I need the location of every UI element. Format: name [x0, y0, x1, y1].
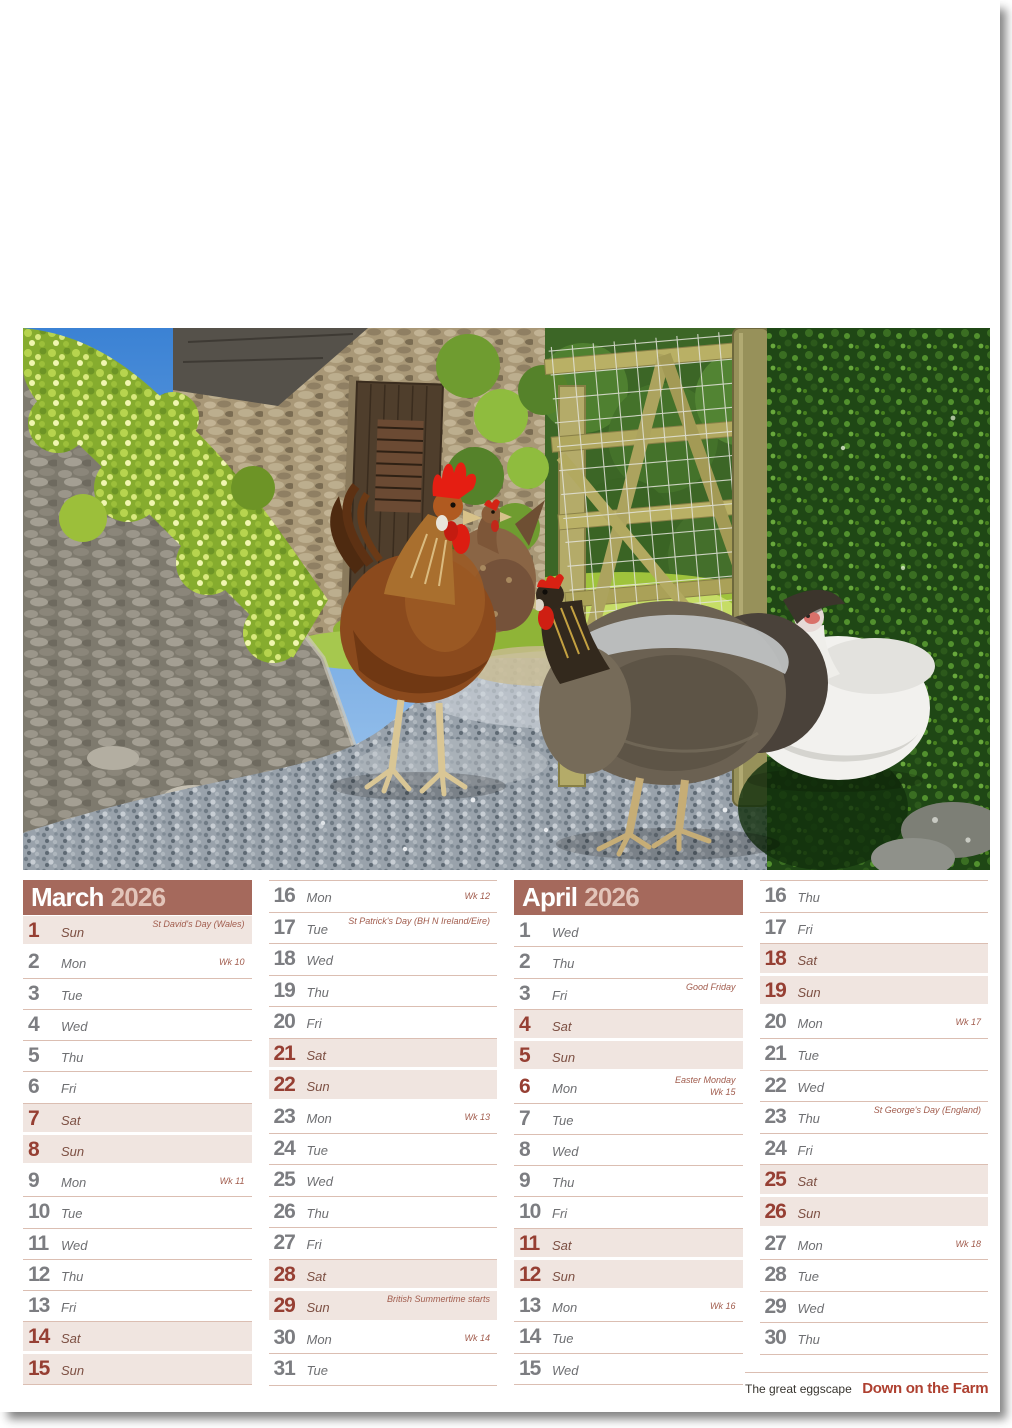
day-number: 2 — [519, 950, 530, 974]
day-row-april-30 — [760, 1323, 989, 1355]
holiday-note: St George's Day (England) — [873, 1105, 981, 1116]
week-number: Wk 15 — [709, 1087, 736, 1098]
day-notes — [219, 957, 245, 969]
day-name: Tue — [61, 987, 83, 1003]
day-number: 26 — [273, 1199, 295, 1223]
week-number: Wk 12 — [464, 891, 490, 901]
day-number: 21 — [764, 1041, 786, 1065]
day-row-april-1 — [514, 916, 743, 947]
day-notes — [464, 1333, 490, 1345]
day-row-march-4 — [23, 1010, 252, 1041]
day-number: 5 — [519, 1044, 530, 1068]
day-name: Mon — [552, 1300, 578, 1316]
day-name: Mon — [797, 1016, 823, 1032]
day-number: 18 — [273, 947, 295, 971]
day-number: 23 — [273, 1104, 295, 1128]
day-row-march-14 — [23, 1322, 252, 1353]
day-name: Thu — [797, 890, 820, 905]
day-name: Sun — [552, 1050, 576, 1066]
day-number: 14 — [519, 1325, 541, 1349]
day-name: Wed — [552, 1143, 579, 1159]
day-name: Mon — [552, 1081, 578, 1097]
day-row-march-10 — [23, 1197, 252, 1228]
day-row-april-16 — [760, 881, 989, 913]
day-name: Tue — [797, 1047, 819, 1063]
day-name: Wed — [306, 953, 333, 969]
day-row-march-23 — [269, 1102, 498, 1134]
day-name: Thu — [797, 1332, 820, 1348]
day-name: Tue — [306, 921, 328, 937]
day-number: 27 — [764, 1231, 786, 1255]
day-number: 22 — [273, 1073, 295, 1097]
day-row-april-12 — [514, 1260, 743, 1291]
day-name: Tue — [306, 1363, 328, 1379]
day-row-march-8 — [23, 1135, 252, 1166]
day-row-april-24 — [760, 1134, 989, 1166]
day-name: Tue — [552, 1331, 574, 1347]
day-notes — [348, 916, 490, 928]
day-number: 22 — [764, 1073, 786, 1097]
farm-photo-illustration — [23, 328, 990, 870]
day-name: Sat — [797, 953, 818, 969]
day-row-april-2 — [514, 947, 743, 978]
month-name: March — [31, 882, 104, 912]
day-row-march-3 — [23, 979, 252, 1010]
day-number: 28 — [273, 1262, 295, 1286]
day-number: 10 — [28, 1200, 50, 1224]
day-row-march-17 — [269, 913, 498, 945]
footer-tagline: The great eggscape — [745, 1382, 852, 1396]
day-number: 3 — [519, 981, 530, 1005]
day-name: Wed — [61, 1018, 88, 1034]
april-days-1-15 — [514, 880, 743, 1385]
day-row-april-26 — [760, 1197, 989, 1229]
day-name: Sun — [61, 1143, 85, 1159]
day-row-march-7 — [23, 1104, 252, 1135]
day-name: Fri — [61, 1081, 77, 1097]
day-number: 9 — [28, 1169, 39, 1193]
day-number: 1 — [28, 919, 39, 942]
day-number: 2 — [28, 950, 39, 974]
farm-photo — [23, 328, 990, 870]
day-row-april-17 — [760, 913, 989, 945]
day-name: Mon — [306, 1110, 332, 1126]
day-row-april-18 — [760, 944, 989, 976]
day-name: Sat — [552, 1018, 572, 1034]
day-number: 21 — [273, 1041, 295, 1065]
day-name: Sun — [797, 1205, 821, 1221]
day-row-march-9 — [23, 1166, 252, 1197]
day-number: 31 — [273, 1357, 295, 1381]
day-row-march-6 — [23, 1072, 252, 1103]
day-row-march-11 — [23, 1229, 252, 1260]
day-number: 18 — [764, 947, 786, 971]
footer-title: Down on the Farm — [862, 1380, 989, 1397]
day-number: 23 — [764, 1105, 786, 1129]
week-number: Wk 14 — [464, 1332, 490, 1343]
day-row-april-25 — [760, 1165, 989, 1197]
day-notes — [464, 891, 490, 903]
day-notes — [710, 1301, 736, 1313]
day-row-april-27 — [760, 1229, 989, 1261]
day-row-march-18 — [269, 944, 498, 976]
day-name: Fri — [797, 1142, 813, 1158]
day-name: Wed — [797, 1300, 824, 1316]
day-number: 27 — [273, 1231, 295, 1255]
day-number: 15 — [519, 1356, 541, 1380]
month-year: 2026 — [584, 882, 639, 912]
day-name: Sat — [552, 1237, 572, 1253]
day-name: Thu — [306, 1205, 329, 1221]
day-number: 24 — [273, 1136, 295, 1160]
day-name: Sun — [306, 1079, 330, 1095]
day-name: Tue — [306, 1142, 328, 1158]
day-name: Sat — [61, 1112, 81, 1128]
day-row-march-24 — [269, 1134, 498, 1166]
day-name: Thu — [61, 1050, 84, 1066]
day-number: 7 — [28, 1106, 39, 1130]
day-number: 9 — [519, 1169, 530, 1193]
day-name: Tue — [552, 1112, 574, 1128]
day-name: Wed — [552, 1362, 579, 1378]
day-number: 30 — [764, 1326, 786, 1350]
day-number: 8 — [28, 1137, 39, 1161]
week-number: Wk 17 — [955, 1017, 981, 1028]
day-number: 11 — [519, 1231, 540, 1255]
day-name: Fri — [552, 1206, 568, 1222]
week-number: Wk 11 — [219, 1176, 245, 1187]
day-row-march-13 — [23, 1291, 252, 1322]
day-row-march-26 — [269, 1197, 498, 1229]
day-name: Wed — [61, 1237, 88, 1253]
day-row-april-6 — [514, 1072, 743, 1103]
day-notes — [955, 1239, 981, 1251]
day-number: 16 — [764, 884, 786, 907]
day-row-march-5 — [23, 1041, 252, 1072]
day-row-april-29 — [760, 1292, 989, 1324]
day-name: Fri — [306, 1237, 322, 1253]
day-row-march-27 — [269, 1228, 498, 1260]
day-name: Wed — [552, 925, 579, 940]
day-name: Sun — [61, 925, 85, 940]
day-row-april-3 — [514, 979, 743, 1010]
day-notes — [675, 1075, 736, 1098]
day-name: Sun — [61, 1362, 85, 1378]
day-name: Thu — [306, 984, 329, 1000]
day-row-march-12 — [23, 1260, 252, 1291]
day-number: 1 — [519, 919, 530, 942]
day-number: 25 — [764, 1168, 786, 1192]
day-row-april-8 — [514, 1135, 743, 1166]
holiday-note: British Summertime starts — [386, 1294, 490, 1305]
week-number: Wk 13 — [464, 1111, 490, 1122]
day-notes — [152, 919, 244, 931]
day-number: 17 — [273, 915, 295, 939]
day-name: Wed — [797, 1079, 824, 1095]
day-number: 6 — [519, 1075, 530, 1099]
day-row-march-31 — [269, 1354, 498, 1386]
day-name: Mon — [306, 890, 332, 905]
day-number: 12 — [28, 1262, 50, 1286]
day-row-april-5 — [514, 1041, 743, 1072]
day-name: Thu — [552, 956, 575, 972]
day-row-april-21 — [760, 1039, 989, 1071]
day-number: 3 — [28, 981, 39, 1005]
day-row-april-20 — [760, 1007, 989, 1039]
day-number: 15 — [28, 1356, 50, 1380]
day-name: Wed — [306, 1174, 333, 1190]
day-row-april-11 — [514, 1229, 743, 1260]
day-row-march-2 — [23, 947, 252, 978]
day-row-march-1 — [23, 916, 252, 947]
day-name: Thu — [61, 1268, 84, 1284]
day-notes — [387, 1294, 490, 1306]
day-name: Thu — [797, 1111, 820, 1127]
day-name: Fri — [61, 1300, 77, 1316]
day-number: 29 — [764, 1294, 786, 1318]
day-row-april-22 — [760, 1071, 989, 1103]
day-number: 16 — [273, 884, 295, 907]
day-number: 13 — [519, 1294, 541, 1318]
day-number: 20 — [764, 1010, 786, 1034]
day-number: 7 — [519, 1106, 530, 1130]
day-row-march-16 — [269, 881, 498, 913]
day-name: Tue — [797, 1269, 819, 1285]
day-name: Tue — [61, 1206, 83, 1222]
day-number: 28 — [764, 1263, 786, 1287]
april-days-16-30 — [760, 880, 989, 1355]
day-name: Sun — [306, 1300, 330, 1316]
day-number: 26 — [764, 1199, 786, 1223]
march-days-16-31 — [269, 880, 498, 1386]
month-header-april — [514, 880, 743, 915]
day-name: Sat — [797, 1174, 818, 1190]
day-name: Mon — [61, 956, 87, 972]
day-name: Sat — [306, 1047, 327, 1063]
day-number: 6 — [28, 1075, 39, 1099]
day-row-april-28 — [760, 1260, 989, 1292]
day-number: 10 — [519, 1200, 541, 1224]
day-row-march-29 — [269, 1291, 498, 1323]
day-row-march-22 — [269, 1070, 498, 1102]
month-name: April — [522, 882, 578, 912]
day-name: Fri — [552, 987, 568, 1003]
day-row-april-14 — [514, 1322, 743, 1353]
day-name: Fri — [306, 1016, 322, 1032]
day-notes — [464, 1112, 490, 1124]
day-number: 8 — [519, 1137, 530, 1161]
day-row-april-15 — [514, 1354, 743, 1385]
holiday-note: St Patrick's Day (BH N Ireland/Eire) — [348, 915, 490, 926]
day-number: 13 — [28, 1294, 50, 1318]
day-row-march-28 — [269, 1260, 498, 1292]
day-number: 29 — [273, 1294, 295, 1318]
week-number: Wk 16 — [709, 1301, 736, 1312]
day-number: 5 — [28, 1044, 39, 1068]
day-row-april-10 — [514, 1197, 743, 1228]
day-notes — [955, 1017, 981, 1029]
day-row-april-23 — [760, 1102, 989, 1134]
day-row-march-21 — [269, 1039, 498, 1071]
day-name: Sun — [797, 984, 821, 1000]
month-year: 2026 — [110, 882, 166, 912]
day-number: 19 — [764, 978, 786, 1002]
day-name: Thu — [552, 1175, 575, 1191]
day-notes — [686, 982, 736, 994]
day-number: 30 — [273, 1325, 295, 1349]
day-number: 12 — [519, 1262, 541, 1286]
day-name: Sat — [61, 1331, 81, 1347]
week-number: Wk 18 — [955, 1238, 981, 1249]
day-row-april-4 — [514, 1010, 743, 1041]
day-row-march-20 — [269, 1007, 498, 1039]
day-row-april-9 — [514, 1166, 743, 1197]
day-name: Fri — [797, 921, 813, 937]
day-name: Sat — [306, 1268, 327, 1284]
holiday-note: Easter Monday — [674, 1075, 736, 1086]
week-number: Wk 10 — [218, 957, 245, 968]
day-row-april-19 — [760, 976, 989, 1008]
calendar-grid — [23, 880, 988, 1386]
day-number: 24 — [764, 1136, 786, 1160]
day-number: 4 — [519, 1012, 530, 1036]
month-header-march — [23, 880, 252, 915]
day-number: 19 — [273, 978, 295, 1002]
day-name: Mon — [306, 1331, 332, 1347]
holiday-note: Good Friday — [685, 981, 736, 992]
day-name: Mon — [797, 1237, 823, 1253]
day-name: Mon — [61, 1175, 87, 1191]
day-row-april-13 — [514, 1291, 743, 1322]
holiday-note: St David's Day (Wales) — [152, 919, 245, 929]
day-row-april-7 — [514, 1104, 743, 1135]
day-number: 14 — [28, 1325, 50, 1349]
day-number: 11 — [28, 1231, 49, 1255]
day-number: 20 — [273, 1010, 295, 1034]
day-row-march-15 — [23, 1354, 252, 1385]
day-notes — [220, 1176, 245, 1188]
day-notes — [874, 1105, 981, 1117]
march-days-1-15 — [23, 880, 252, 1385]
day-name: Sun — [552, 1268, 576, 1284]
day-number: 25 — [273, 1168, 295, 1192]
day-number: 17 — [764, 915, 786, 939]
day-row-march-25 — [269, 1165, 498, 1197]
calendar-footer — [745, 1372, 988, 1398]
day-number: 4 — [28, 1012, 39, 1036]
day-row-march-19 — [269, 976, 498, 1008]
day-row-march-30 — [269, 1323, 498, 1355]
